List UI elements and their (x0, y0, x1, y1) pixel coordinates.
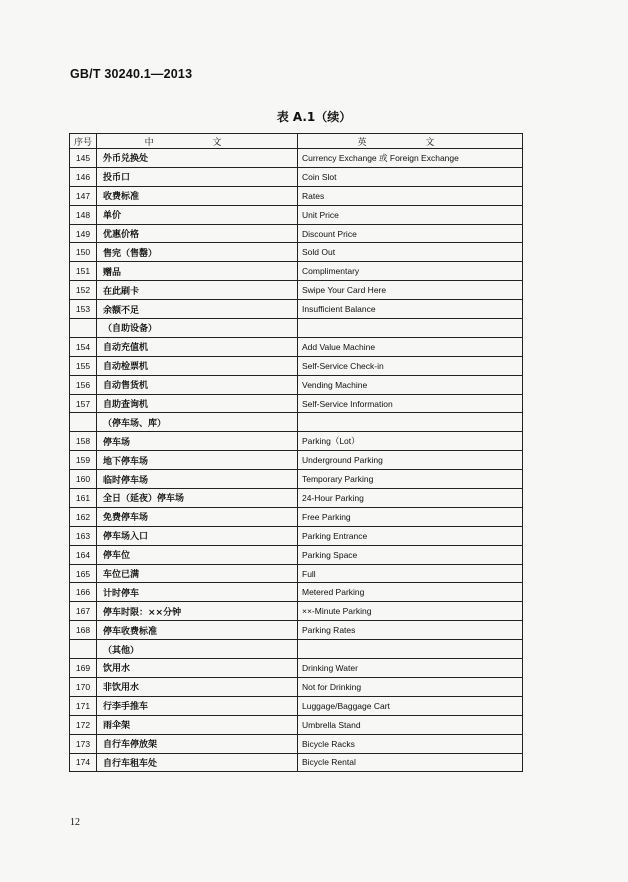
row-number: 146 (70, 167, 97, 186)
table-row (70, 262, 523, 281)
row-chinese-term: （其他） (97, 640, 298, 659)
row-chinese-term: 外币兑换处 (97, 149, 298, 168)
header-english: 英 文 (298, 134, 523, 149)
row-chinese-term: 免费停车场 (97, 507, 298, 526)
row-number: 149 (70, 224, 97, 243)
row-english-term: Rates (298, 186, 523, 205)
row-chinese-term: 计时停车 (97, 583, 298, 602)
table-row (70, 149, 523, 168)
row-number: 158 (70, 432, 97, 451)
row-number: 155 (70, 356, 97, 375)
row-chinese-term: 赠品 (97, 262, 298, 281)
row-chinese-term: 售完（售罄） (97, 243, 298, 262)
table-row (70, 640, 523, 659)
table-row (70, 243, 523, 262)
row-english-term: Vending Machine (298, 375, 523, 394)
row-chinese-term: 非饮用水 (97, 677, 298, 696)
row-number: 171 (70, 696, 97, 715)
row-english-term: Coin Slot (298, 167, 523, 186)
row-english-term: Parking（Lot） (298, 432, 523, 451)
row-english-term: Drinking Water (298, 659, 523, 678)
row-english-term: Luggage/Baggage Cart (298, 696, 523, 715)
row-english-term: Discount Price (298, 224, 523, 243)
row-english-term: Bicycle Racks (298, 734, 523, 753)
row-chinese-term: 自动充值机 (97, 337, 298, 356)
row-number: 159 (70, 451, 97, 470)
row-number (70, 319, 97, 338)
row-chinese-term: （停车场、库） (97, 413, 298, 432)
row-number: 145 (70, 149, 97, 168)
row-number: 150 (70, 243, 97, 262)
table-title: 表 A.1（续） (276, 110, 352, 124)
row-number: 152 (70, 281, 97, 300)
table-row (70, 167, 523, 186)
row-english-term: Self-Service Information (298, 394, 523, 413)
row-number: 147 (70, 186, 97, 205)
row-number (70, 413, 97, 432)
row-chinese-term: 余额不足 (97, 300, 298, 319)
row-english-term: Parking Entrance (298, 526, 523, 545)
header-chinese: 中 文 (97, 134, 298, 149)
row-number: 161 (70, 489, 97, 508)
table-row (70, 602, 523, 621)
table-row (70, 564, 523, 583)
table-row (70, 186, 523, 205)
table-row (70, 205, 523, 224)
row-english-term: 24-Hour Parking (298, 489, 523, 508)
row-number: 157 (70, 394, 97, 413)
row-english-term: ××-Minute Parking (298, 602, 523, 621)
table-row (70, 319, 523, 338)
row-chinese-term: 投币口 (97, 167, 298, 186)
row-number: 167 (70, 602, 97, 621)
table-row (70, 413, 523, 432)
table-row (70, 432, 523, 451)
row-english-term: Temporary Parking (298, 470, 523, 489)
table-row (70, 545, 523, 564)
row-english-term: Unit Price (298, 205, 523, 224)
row-chinese-term: 自动售货机 (97, 375, 298, 394)
row-chinese-term: 饮用水 (97, 659, 298, 678)
row-chinese-term: 收费标准 (97, 186, 298, 205)
standard-code: GB/T 30240.1—2013 (70, 67, 193, 81)
row-chinese-term: 车位已满 (97, 564, 298, 583)
row-english-term: Bicycle Rental (298, 753, 523, 772)
row-chinese-term: 自动检票机 (97, 356, 298, 375)
table-row (70, 583, 523, 602)
row-chinese-term: 自行车租车处 (97, 753, 298, 772)
row-chinese-term: 优惠价格 (97, 224, 298, 243)
row-english-term: Parking Rates (298, 621, 523, 640)
row-number: 162 (70, 507, 97, 526)
row-english-term: Metered Parking (298, 583, 523, 602)
table-row (70, 375, 523, 394)
row-english-term (298, 640, 523, 659)
row-chinese-term: 行李手推车 (97, 696, 298, 715)
row-number: 164 (70, 545, 97, 564)
row-chinese-term: 停车时限：××分钟 (97, 602, 298, 621)
row-english-term: Insufficient Balance (298, 300, 523, 319)
row-chinese-term: 停车位 (97, 545, 298, 564)
row-chinese-term: 全日（延夜）停车场 (97, 489, 298, 508)
table-row (70, 753, 523, 772)
row-chinese-term: 停车收费标准 (97, 621, 298, 640)
row-english-term: Umbrella Stand (298, 715, 523, 734)
row-number: 163 (70, 526, 97, 545)
row-english-term: Currency Exchange 或 Foreign Exchange (298, 149, 523, 168)
row-number: 151 (70, 262, 97, 281)
row-number: 173 (70, 734, 97, 753)
row-number: 154 (70, 337, 97, 356)
row-english-term: Complimentary (298, 262, 523, 281)
table-row (70, 526, 523, 545)
row-english-term: Free Parking (298, 507, 523, 526)
row-chinese-term: 雨伞架 (97, 715, 298, 734)
row-number: 169 (70, 659, 97, 678)
row-english-term: Sold Out (298, 243, 523, 262)
table-row (70, 659, 523, 678)
row-chinese-term: 自助查询机 (97, 394, 298, 413)
terms-table (69, 133, 523, 772)
table-row (70, 337, 523, 356)
row-number (70, 640, 97, 659)
table-row (70, 281, 523, 300)
row-english-term: Add Value Machine (298, 337, 523, 356)
row-english-term: Full (298, 564, 523, 583)
table-row (70, 356, 523, 375)
table-row (70, 470, 523, 489)
row-english-term (298, 319, 523, 338)
row-number: 165 (70, 564, 97, 583)
row-english-term: Self-Service Check-in (298, 356, 523, 375)
row-number: 148 (70, 205, 97, 224)
table-row (70, 734, 523, 753)
row-english-term (298, 413, 523, 432)
table-row (70, 696, 523, 715)
row-english-term: Not for Drinking (298, 677, 523, 696)
row-number: 172 (70, 715, 97, 734)
row-chinese-term: 自行车停放架 (97, 734, 298, 753)
row-english-term: Parking Space (298, 545, 523, 564)
row-chinese-term: 单价 (97, 205, 298, 224)
table-row (70, 715, 523, 734)
table-row (70, 489, 523, 508)
table-row (70, 394, 523, 413)
table-row (70, 507, 523, 526)
table-header-row (70, 134, 523, 149)
row-chinese-term: 临时停车场 (97, 470, 298, 489)
row-number: 174 (70, 753, 97, 772)
row-number: 156 (70, 375, 97, 394)
row-number: 168 (70, 621, 97, 640)
page-number: 12 (70, 817, 80, 828)
table-row (70, 677, 523, 696)
table-row (70, 451, 523, 470)
row-chinese-term: 停车场入口 (97, 526, 298, 545)
row-number: 166 (70, 583, 97, 602)
row-chinese-term: 地下停车场 (97, 451, 298, 470)
table-row (70, 224, 523, 243)
row-number: 153 (70, 300, 97, 319)
row-number: 170 (70, 677, 97, 696)
table-row (70, 621, 523, 640)
header-number: 序号 (70, 134, 97, 149)
row-chinese-term: （自助设备） (97, 319, 298, 338)
row-chinese-term: 停车场 (97, 432, 298, 451)
row-number: 160 (70, 470, 97, 489)
row-english-term: Underground Parking (298, 451, 523, 470)
table-row (70, 300, 523, 319)
row-english-term: Swipe Your Card Here (298, 281, 523, 300)
row-chinese-term: 在此刷卡 (97, 281, 298, 300)
